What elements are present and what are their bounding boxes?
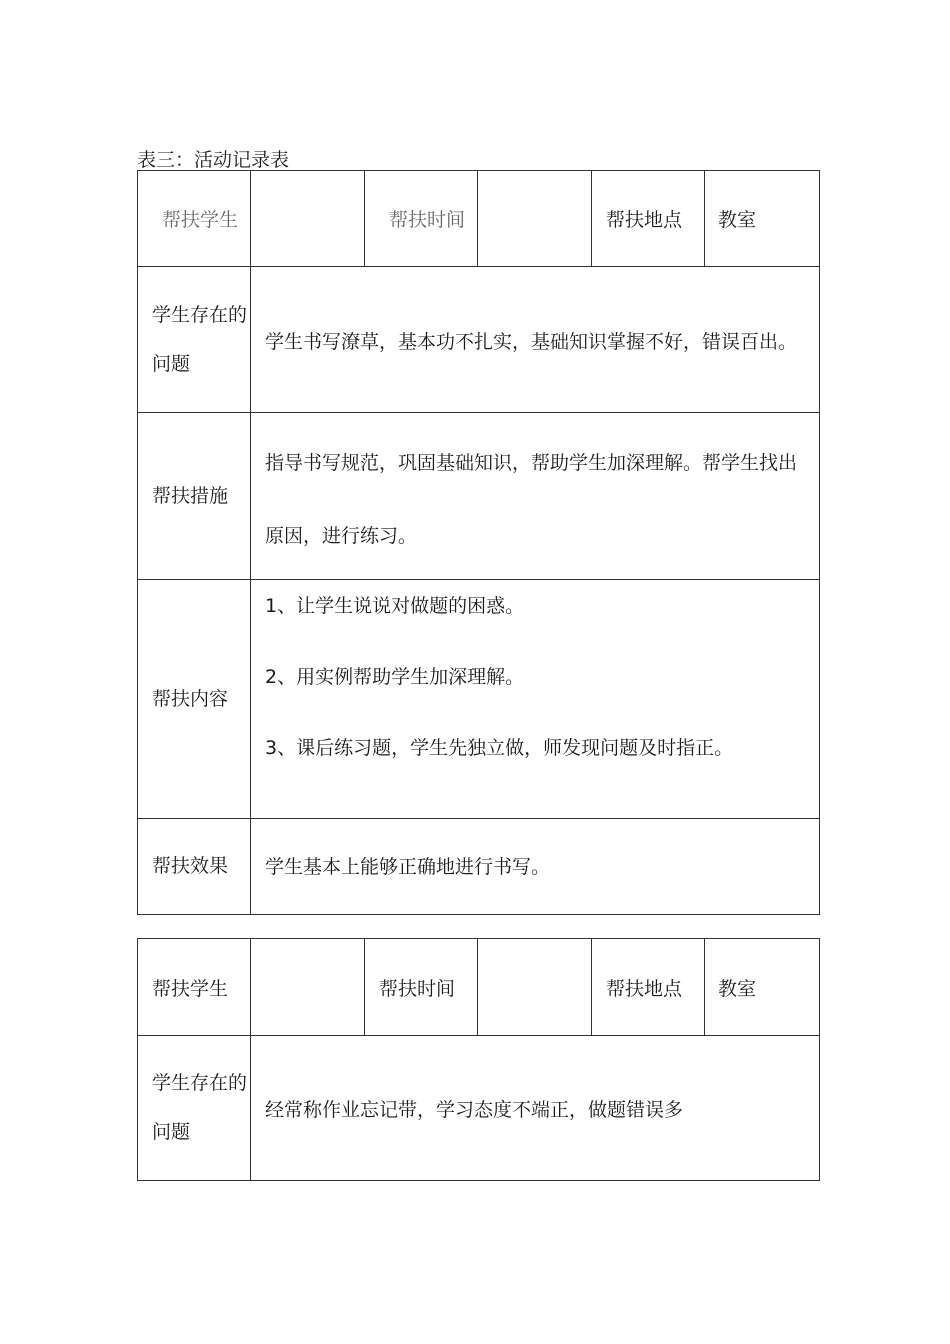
header-row — [138, 171, 820, 267]
problem-text: 学生书写潦草，基本功不扎实，基础知识掌握不好，错误百出。 — [251, 267, 820, 413]
place-value: 教室 — [705, 939, 820, 1036]
content-item-1: 1、让学生说说对做题的困惑。 — [265, 595, 525, 617]
effect-row — [138, 819, 820, 915]
problem-label: 学生存在的问题 — [138, 1036, 251, 1181]
problem-label: 学生存在的问题 — [138, 267, 251, 413]
student-value — [251, 171, 365, 267]
measures-text: 指导书写规范，巩固基础知识，帮助学生加深理解。帮学生找出原因，进行练习。 — [251, 413, 820, 580]
measures-row — [138, 413, 820, 580]
header-row — [138, 939, 820, 1036]
activity-record-table-1 — [137, 170, 820, 915]
student-label: 帮扶学生 — [138, 939, 251, 1036]
effect-label: 帮扶效果 — [138, 819, 251, 915]
content-list — [251, 580, 820, 819]
time-label: 帮扶时间 — [365, 171, 478, 267]
content-label: 帮扶内容 — [138, 580, 251, 819]
problem-row — [138, 267, 820, 413]
time-value — [478, 939, 592, 1036]
problem-row — [138, 1036, 820, 1181]
student-value — [251, 939, 365, 1036]
time-label: 帮扶时间 — [365, 939, 478, 1036]
measures-label: 帮扶措施 — [138, 413, 251, 580]
activity-record-table-2 — [137, 938, 820, 1181]
place-label: 帮扶地点 — [592, 939, 705, 1036]
effect-text: 学生基本上能够正确地进行书写。 — [251, 819, 820, 915]
content-row — [138, 580, 820, 819]
place-label: 帮扶地点 — [592, 171, 705, 267]
time-value — [478, 171, 592, 267]
place-value: 教室 — [705, 171, 820, 267]
content-item-3: 3、课后练习题，学生先独立做，师发现问题及时指正。 — [265, 737, 734, 759]
student-label: 帮扶学生 — [138, 171, 251, 267]
problem-text: 经常称作业忘记带，学习态度不端正，做题错误多 — [251, 1036, 820, 1181]
content-item-2: 2、用实例帮助学生加深理解。 — [265, 666, 525, 688]
table-caption: 表三：活动记录表 — [137, 149, 290, 171]
